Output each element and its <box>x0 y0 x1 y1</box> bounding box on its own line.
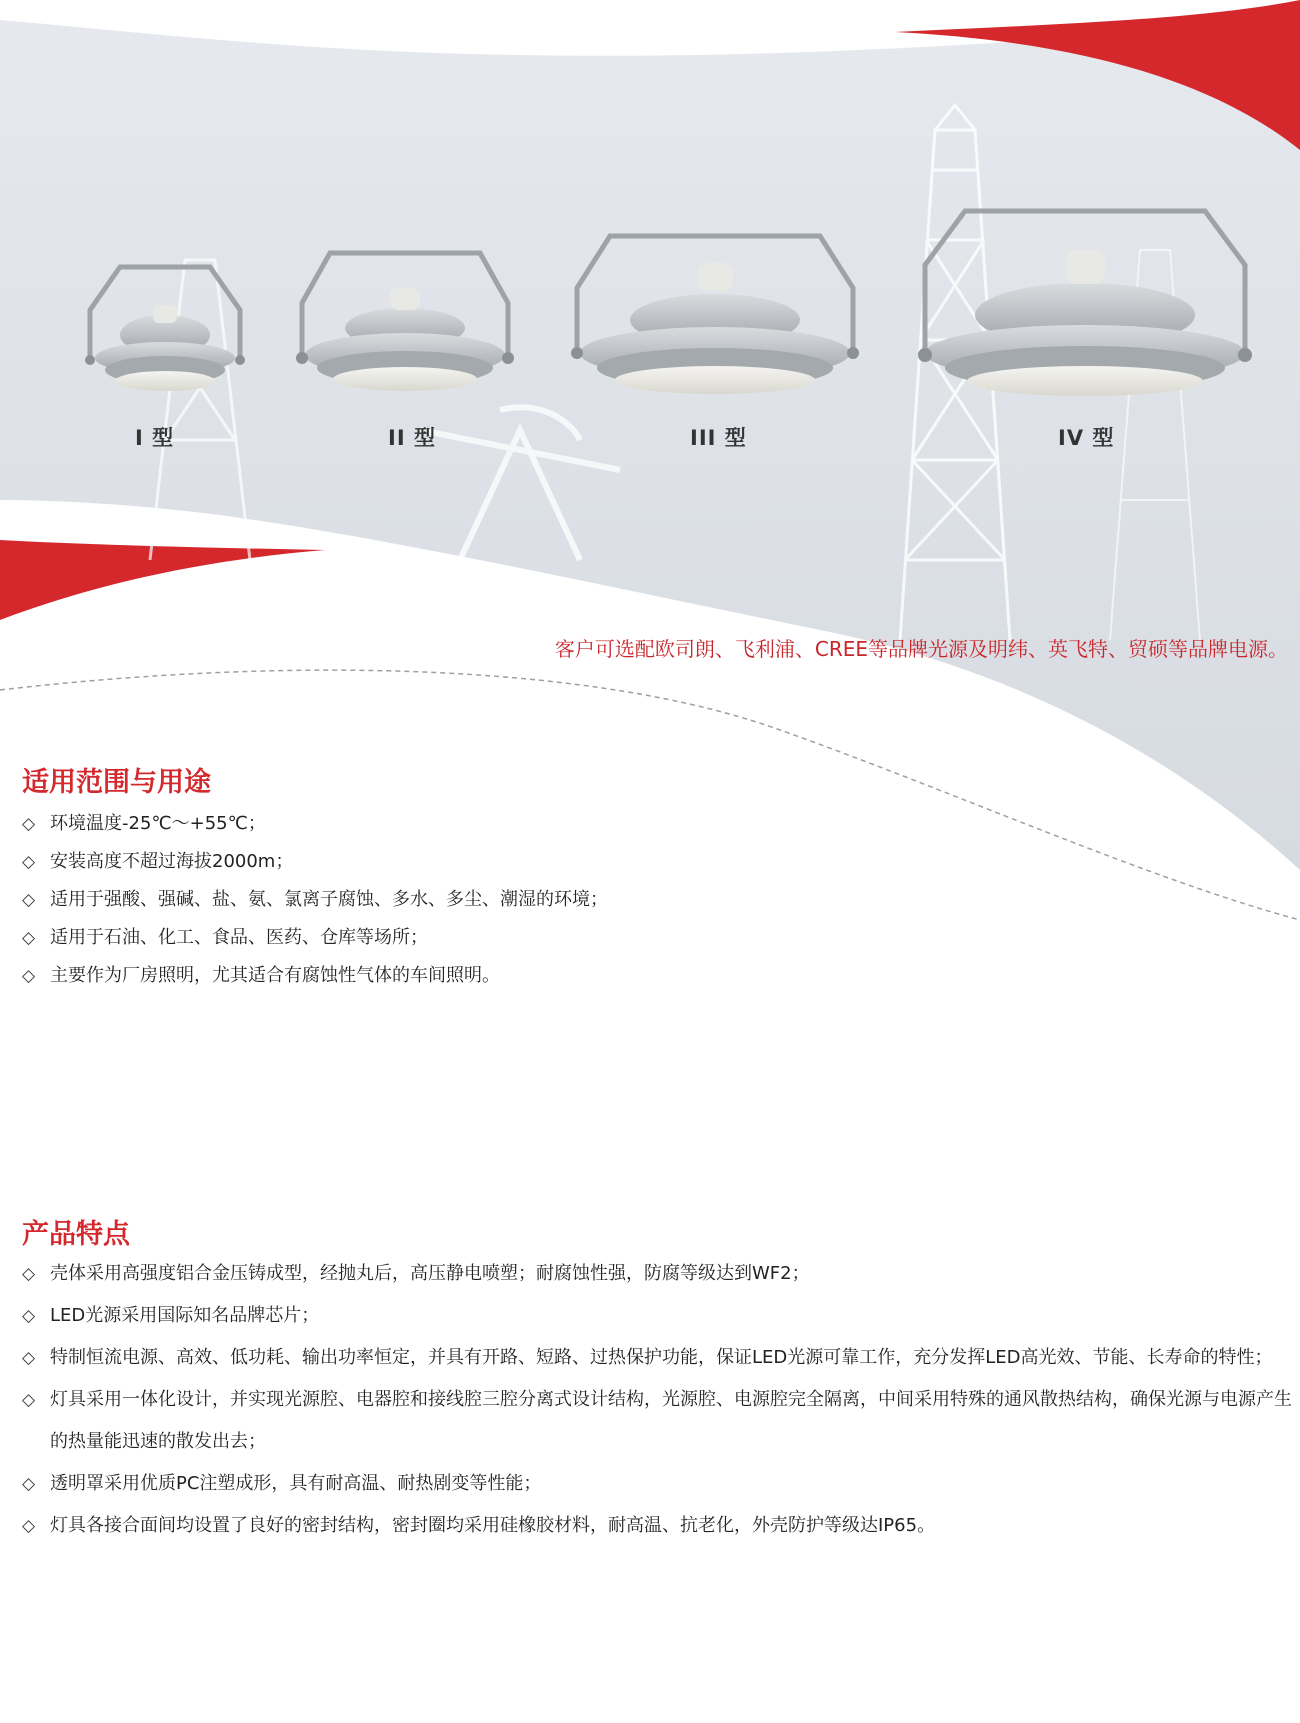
brand-note: 客户可选配欧司朗、飞利浦、CREE等品牌光源及明纬、英飞特、贸硕等品牌电源。 <box>554 637 1288 661</box>
list-item-text: 环境温度-25℃～+55℃； <box>50 813 266 834</box>
list-item <box>22 848 608 886</box>
lamp-label-type-2: II 型 <box>388 426 436 450</box>
diamond-bullet-icon: ◇ <box>22 814 36 834</box>
uses-list <box>22 810 608 1000</box>
list-item-text: 灯具各接合面间均设置了良好的密封结构，密封圈均采用硅橡胶材料，耐高温、抗老化，外壳防护等级达IP65。 <box>50 1515 936 1536</box>
list-item <box>22 1505 1300 1547</box>
list-item <box>22 1379 1300 1463</box>
list-item-text: 壳体采用高强度铝合金压铸成型，经抛丸后，高压静电喷塑；耐腐蚀性强，防腐等级达到WF2； <box>50 1263 810 1284</box>
list-item <box>22 1295 1300 1337</box>
diamond-bullet-icon: ◇ <box>22 966 36 986</box>
lamp-image-type-1 <box>80 255 250 405</box>
list-item-text: 适用于石油、化工、食品、医药、仓库等场所； <box>50 927 428 948</box>
lamp-image-type-3 <box>565 228 865 403</box>
list-item-text: 安装高度不超过海拔2000m； <box>50 851 294 872</box>
section-title-features: 产品特点 <box>22 1219 130 1250</box>
features-list <box>22 1253 1300 1547</box>
lamp-image-type-2 <box>290 243 520 403</box>
list-item <box>22 1253 1300 1295</box>
diamond-bullet-icon: ◇ <box>22 1474 36 1494</box>
diamond-bullet-icon: ◇ <box>22 852 36 872</box>
list-item <box>22 1337 1300 1379</box>
diamond-bullet-icon: ◇ <box>22 1516 36 1536</box>
list-item <box>22 886 608 924</box>
diamond-bullet-icon: ◇ <box>22 1306 36 1326</box>
diamond-bullet-icon: ◇ <box>22 928 36 948</box>
list-item-text: LED光源采用国际知名品牌芯片； <box>50 1305 320 1326</box>
diamond-bullet-icon: ◇ <box>22 1264 36 1284</box>
list-item <box>22 810 608 848</box>
list-item <box>22 1463 1300 1505</box>
list-item-text: 适用于强酸、强碱、盐、氨、氯离子腐蚀、多水、多尘、潮湿的环境； <box>50 889 608 910</box>
list-item-text: 灯具采用一体化设计，并实现光源腔、电器腔和接线腔三腔分离式设计结构，光源腔、电源腔完全隔离，中间采用特殊的通风散热结构，确保光源与电源产生的热量能迅速的散发出去； <box>50 1389 1292 1452</box>
diamond-bullet-icon: ◇ <box>22 1390 36 1410</box>
lamp-label-type-3: III 型 <box>690 426 747 450</box>
list-item-text: 特制恒流电源、高效、低功耗、输出功率恒定，并具有开路、短路、过热保护功能，保证LED光源可靠工作，充分发挥LED高光效、节能、长寿命的特性； <box>50 1347 1273 1368</box>
lamp-label-type-1: I 型 <box>135 426 175 450</box>
list-item-text: 主要作为厂房照明，尤其适合有腐蚀性气体的车间照明。 <box>50 965 500 986</box>
lamp-image-type-4 <box>910 205 1260 405</box>
diamond-bullet-icon: ◇ <box>22 890 36 910</box>
list-item <box>22 962 608 1000</box>
list-item-text: 透明罩采用优质PC注塑成形，具有耐高温、耐热剧变等性能； <box>50 1473 542 1494</box>
lamp-label-type-4: IV 型 <box>1058 426 1115 450</box>
section-title-uses: 适用范围与用途 <box>22 767 211 798</box>
list-item <box>22 924 608 962</box>
diamond-bullet-icon: ◇ <box>22 1348 36 1368</box>
